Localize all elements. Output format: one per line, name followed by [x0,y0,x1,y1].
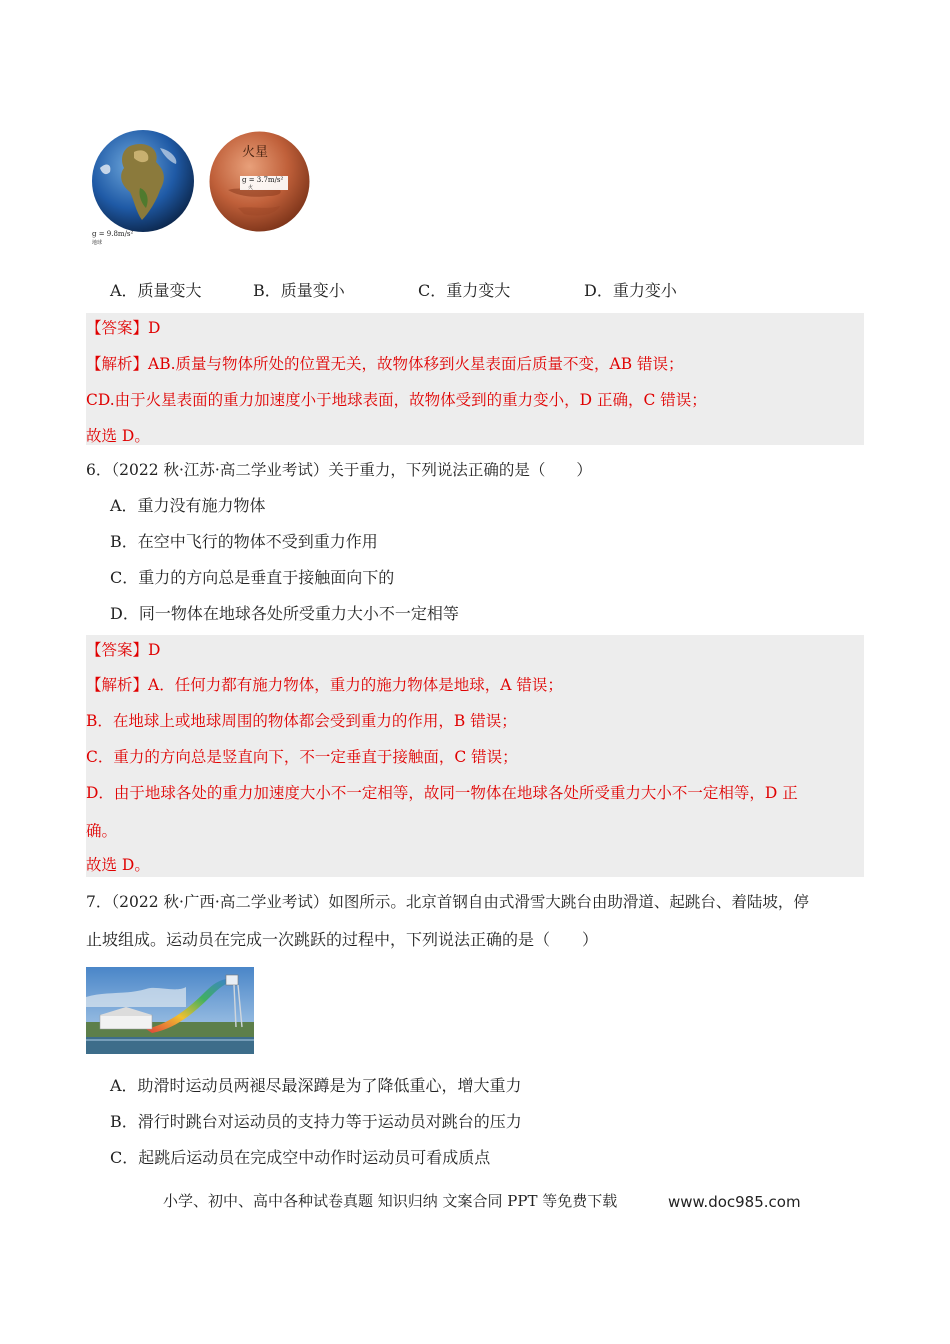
planets-figure [86,124,326,249]
q6-analysis-line-2: B．在地球上或地球周围的物体都会受到重力的作用，B 错误； [86,712,517,730]
footer-url[interactable]: www.doc985.com [668,1193,801,1211]
q6-analysis-line-3: C．重力的方向总是竖直向下，不一定垂直于接触面，C 错误； [86,748,518,766]
q6-option-a: A．重力没有施力物体 [110,496,266,515]
q7-option-a: A．助滑时运动员两褪尽最深蹲是为了降低重心，增大重力 [110,1076,522,1095]
q6-analysis-line-6: 故选 D。 [86,856,150,874]
q5-analysis-line-2: CD.由于火星表面的重力加速度小于地球表面，故物体受到的重力变小，D 正确，C 错误； [86,391,707,409]
mars-gravity-label: g = 3.7m/s² [242,176,284,184]
q5-option-c: C．重力变大 [418,281,511,300]
q7-option-c: C．起跳后运动员在完成空中动作时运动员可看成质点 [110,1148,491,1167]
ski-jump-photo [86,967,254,1054]
q6-analysis-line-1: 【解析】A．任何力都有施力物体，重力的施力物体是地球，A 错误； [86,676,563,694]
q6-analysis-line-4: D．由于地球各处的重力加速度大小不一定相等，故同一物体在地球各处所受重力大小不一定相等，D 正 [86,784,798,802]
footer-text: 小学、初中、高中各种试卷真题 知识归纳 文案合同 PPT 等免费下载 [163,1192,618,1210]
mars-gravity-sublabel: 火 [248,185,254,191]
q6-answer-box [86,635,864,877]
q7-stem-line-2: 止坡组成。运动员在完成一次跳跃的过程中，下列说法正确的是（ ） [86,930,599,949]
q6-answer: 【答案】D [86,641,161,659]
q5-answer: 【答案】D [86,319,161,337]
q5-answer-box [86,313,864,445]
q5-option-b: B．质量变小 [253,281,345,300]
earth-image [90,128,196,234]
q7-option-b: B．滑行时跳台对运动员的支持力等于运动员对跳台的压力 [110,1112,522,1131]
q6-option-c: C．重力的方向总是垂直于接触面向下的 [110,568,395,587]
q5-analysis-line-1: 【解析】AB.质量与物体所处的位置无关，故物体移到火星表面后质量不变，AB 错误； [86,355,684,373]
q7-stem-line-1: 7．（2022 秋·广西·高二学业考试）如图所示。北京首钢自由式滑雪大跳台由助滑道、起跳台、着陆坡，停 [86,893,809,911]
mars-title: 火星 [242,145,269,160]
q6-analysis-line-5: 确。 [86,822,118,840]
earth-gravity-label: g = 9.8m/s² 地球 [92,230,134,246]
q6-option-d: D．同一物体在地球各处所受重力大小不一定相等 [110,604,459,623]
q6-option-b: B．在空中飞行的物体不受到重力作用 [110,532,378,551]
q5-option-a: A．质量变大 [110,281,202,300]
q5-option-d: D．重力变小 [584,281,677,300]
q5-analysis-line-3: 故选 D。 [86,427,150,445]
q6-stem: 6．（2022 秋·江苏·高二学业考试）关于重力，下列说法正确的是（ ） [86,461,592,479]
